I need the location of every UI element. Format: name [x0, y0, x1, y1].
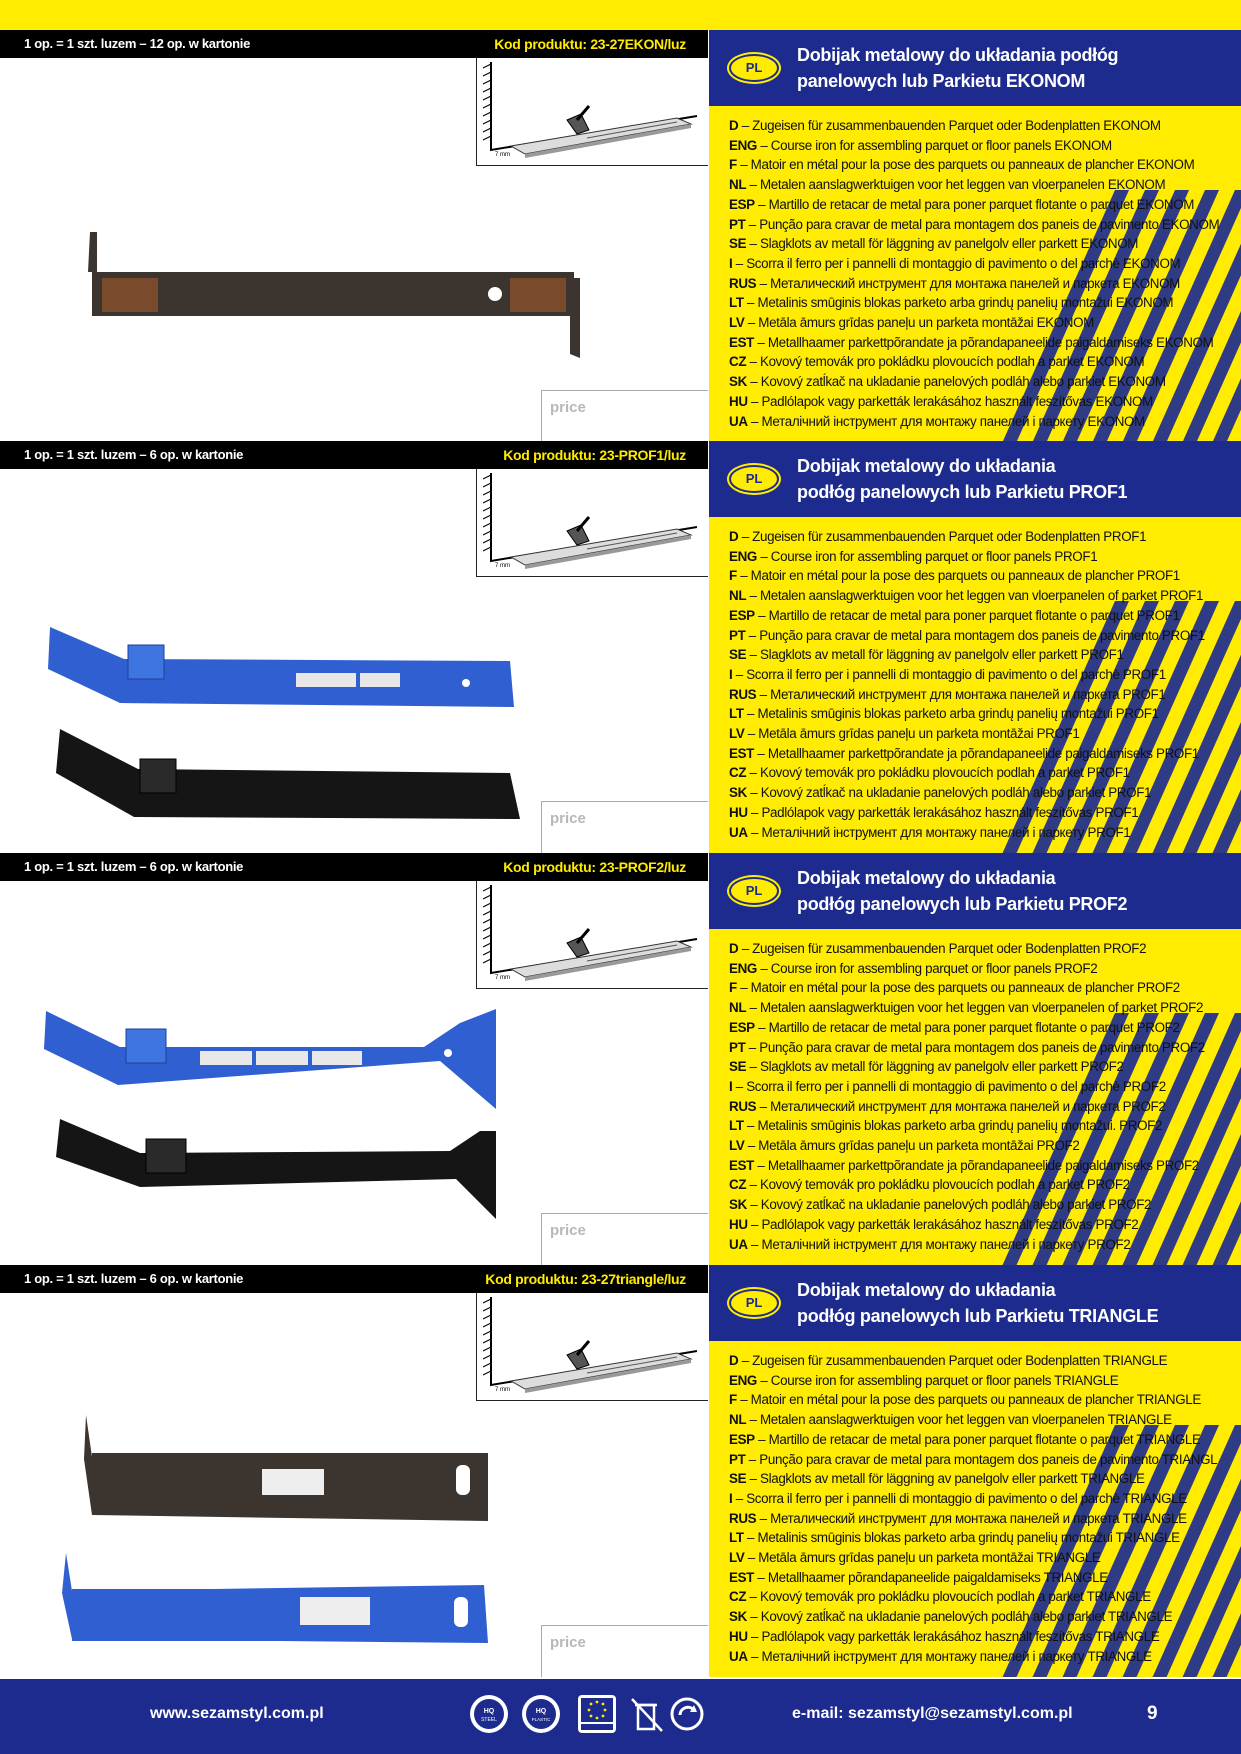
language-entry — [729, 333, 1239, 353]
language-description: – Scorra il ferro per i pannelli di montaggio di pavimento o del parchè PROF1 — [732, 666, 1166, 682]
language-entry — [729, 274, 1239, 294]
language-description: – Kovový temovák pro pokládku plovoucích podlah a parket PROF2 — [746, 1177, 1130, 1193]
language-description: – Zugeisen für zusammenbauenden Parquet oder Bodenplatten TRIANGLE — [738, 1353, 1168, 1368]
language-entry — [729, 313, 1239, 333]
language-description: – Metallhaamer parkettpõrandate ja põrandapaneelide paigaldamiseks PROF2 — [754, 1157, 1199, 1173]
language-entry — [729, 136, 1239, 156]
language-description: – Slagklots av metall för läggning av panelgolv eller parkett EKONOM — [746, 236, 1139, 252]
language-description: – Kovový zatĺkač na ukladanie panelových podláh alebo parkiet PROF2 — [746, 1197, 1152, 1213]
product-title-line: Dobijak metalowy do układania podłóg — [797, 45, 1119, 65]
product-photo-area — [0, 1293, 708, 1677]
language-code: F — [729, 568, 737, 584]
language-code: UA — [729, 1236, 748, 1252]
language-description: – Scorra il ferro per i pannelli di montaggio di pavimento o del parchè TRIANGLE — [732, 1490, 1187, 1506]
language-description: – Matoir en métal pour la pose des parquets ou panneaux de plancher EKONOM — [736, 157, 1195, 173]
language-entry — [729, 1156, 1239, 1176]
language-entry — [729, 372, 1239, 392]
language-entry — [729, 1215, 1239, 1235]
language-description: – Metalen aanslagwerktuigen voor het leggen van vloerpanelen of parket PROF2 — [746, 1000, 1204, 1016]
language-code: NL — [729, 177, 747, 193]
installation-diagram — [477, 881, 709, 989]
language-code: CZ — [729, 765, 747, 781]
language-description: – Scorra il ferro per i pannelli di montaggio di pavimento o del parchè PROF2 — [732, 1078, 1166, 1094]
black-tool — [56, 1119, 496, 1219]
language-code: ESP — [729, 607, 755, 623]
language-entry — [729, 1235, 1239, 1255]
language-code: I — [729, 666, 733, 682]
language-description: – Course iron for assembling parquet or floor panels EKONOM — [756, 137, 1112, 153]
product-title — [797, 1277, 1227, 1329]
language-description: – Metāla āmurs grīdas paneļu un parketa montāžai PROF1 — [744, 726, 1080, 742]
language-entry — [729, 998, 1239, 1018]
felt-pad — [510, 278, 566, 312]
language-code: ENG — [729, 960, 757, 976]
language-entry — [729, 606, 1239, 626]
language-description: – Punção para cravar de metal para montagem dos paneis de pavimento PROF1 — [745, 627, 1205, 643]
product-section — [0, 441, 1241, 853]
language-description: – Matoir en métal pour la pose des parquets ou panneaux de plancher TRIANGLE — [736, 1392, 1201, 1408]
product-description-panel — [709, 1265, 1241, 1677]
product-title — [797, 865, 1227, 917]
language-entry — [729, 1469, 1239, 1489]
language-entry — [729, 293, 1239, 313]
packaging-info: 1 op. = 1 szt. luzem – 6 op. w kartonie — [24, 859, 244, 874]
language-description: – Metalinis smūginis blokas parketo arba grindų panelių montažui. PROF2 — [743, 1118, 1163, 1134]
language-entry — [729, 1647, 1239, 1667]
language-description: – Course iron for assembling parquet or floor panels PROF1 — [756, 548, 1098, 564]
packaging-bar — [0, 1265, 708, 1293]
language-code: EST — [729, 745, 754, 761]
language-code: NL — [729, 1000, 747, 1016]
language-code: LT — [729, 295, 744, 311]
language-entry — [729, 1548, 1239, 1568]
svg-text:PLASTIC: PLASTIC — [531, 1717, 551, 1722]
language-code: RUS — [729, 1098, 757, 1114]
product-photo-area — [0, 58, 708, 442]
language-description: – Zugeisen für zusammenbauenden Parquet oder Bodenplatten EKONOM — [738, 118, 1161, 133]
language-entry — [729, 724, 1239, 744]
product-visual-panel — [0, 441, 708, 853]
language-description: – Punção para cravar de metal para montagem dos paneis de pavimento EKONOM — [745, 216, 1220, 232]
language-entry — [729, 155, 1239, 175]
language-description: – Slagklots av metall för läggning av panelgolv eller parkett PROF2 — [746, 1059, 1124, 1075]
language-description: – Metāla āmurs grīdas paneļu un parketa montāžai TRIANGLE — [744, 1550, 1101, 1566]
product-visual-panel — [0, 853, 708, 1265]
translations-list — [729, 527, 1239, 842]
language-description: – Metalinis smūginis blokas parketo arba grindų panelių montažui EKONOM — [743, 295, 1174, 311]
language-code: ESP — [729, 1431, 755, 1447]
language-description: – Martillo de retacar de metal para poner parquet flotante o parquet PROF2 — [754, 1019, 1180, 1035]
language-code: HU — [729, 804, 748, 820]
language-entry — [729, 803, 1239, 823]
language-description: – Course iron for assembling parquet or floor panels TRIANGLE — [756, 1372, 1119, 1388]
language-entry — [729, 254, 1239, 274]
language-description: – Course iron for assembling parquet or floor panels PROF2 — [756, 960, 1098, 976]
language-code: RUS — [729, 1510, 757, 1526]
product-code: Kod produktu: 23-27triangle/luz — [485, 1271, 686, 1287]
language-code: D — [729, 1353, 739, 1368]
installation-diagram — [477, 1293, 709, 1401]
language-code: ENG — [729, 548, 757, 564]
language-entry — [729, 1509, 1239, 1529]
svg-text:7 mm: 7 mm — [495, 975, 510, 981]
language-code: I — [729, 1490, 733, 1506]
product-title — [797, 42, 1227, 94]
language-entry — [729, 665, 1239, 685]
language-entry — [729, 392, 1239, 412]
language-entry — [729, 1390, 1239, 1410]
language-description: – Metāla āmurs grīdas paneļu un parketa montāžai PROF2 — [744, 1138, 1080, 1154]
language-code: NL — [729, 588, 747, 604]
language-entry — [729, 1568, 1239, 1588]
language-description: – Scorra il ferro per i pannelli di montaggio di pavimento o del parchè EKONOM — [732, 255, 1181, 271]
language-code: I — [729, 1078, 733, 1094]
language-description: – Metallhaamer põrandapaneelide paigaldamiseks TRIANGLE — [754, 1569, 1108, 1585]
product-title-line: podłóg panelowych lub Parkietu PROF1 — [797, 482, 1128, 502]
high-quality-plastic-icon — [520, 1693, 562, 1735]
product-description-panel — [709, 30, 1241, 442]
language-code: ESP — [729, 196, 755, 212]
language-code: SK — [729, 1609, 747, 1625]
product-title-line: Dobijak metalowy do układania — [797, 456, 1056, 476]
language-entry — [729, 566, 1239, 586]
translations-list — [729, 1351, 1239, 1666]
language-entry — [729, 195, 1239, 215]
language-description: – Slagklots av metall för läggning av panelgolv eller parkett PROF1 — [746, 647, 1124, 663]
language-entry — [729, 1057, 1239, 1077]
installation-diagram — [477, 469, 709, 577]
language-entry — [729, 1195, 1239, 1215]
language-badge-pl: PL — [729, 54, 779, 82]
language-entry — [729, 412, 1239, 432]
language-code: SE — [729, 1059, 747, 1075]
product-photo-area — [0, 469, 708, 853]
price-label: price — [550, 810, 586, 827]
product-code: Kod produktu: 23-27EKON/luz — [494, 36, 686, 52]
language-code: PT — [729, 1039, 746, 1055]
language-code: CZ — [729, 354, 747, 370]
language-code: CZ — [729, 1589, 747, 1605]
language-code: PT — [729, 1451, 746, 1467]
page-number: 9 — [1147, 1703, 1158, 1724]
language-entry — [729, 352, 1239, 372]
price-box — [541, 1625, 708, 1677]
language-description: – Металический инструмент для монтажа панелей и паркета TRIANGLE — [756, 1510, 1187, 1526]
language-code: ESP — [729, 1019, 755, 1035]
product-title-line: Dobijak metalowy do układania — [797, 868, 1056, 888]
language-entry — [729, 1627, 1239, 1647]
language-description: – Matoir en métal pour la pose des parquets ou panneaux de plancher PROF2 — [736, 980, 1180, 996]
product-title-bar — [709, 30, 1241, 106]
language-description: – Padlólapok vagy parketták lerakásához használt feszítővas EKONOM — [747, 393, 1153, 409]
language-description: – Metallhaamer parkettpõrandate ja põrandapaneelide paigaldamiseks PROF1 — [754, 745, 1199, 761]
language-code: EST — [729, 334, 754, 350]
language-entry — [729, 1607, 1239, 1627]
language-code: HU — [729, 1216, 748, 1232]
language-entry — [729, 978, 1239, 998]
language-entry — [729, 1097, 1239, 1117]
product-title-line: podłóg panelowych lub Parkietu TRIANGLE — [797, 1306, 1159, 1326]
black-tool — [56, 729, 520, 819]
language-code: F — [729, 157, 737, 173]
language-description: – Металічний інструмент для монтажу панелей і паркету PROF2 — [747, 1236, 1131, 1252]
language-entry — [729, 1450, 1239, 1470]
language-code: SE — [729, 236, 747, 252]
product-visual-panel — [0, 1265, 708, 1677]
language-description: – Matoir en métal pour la pose des parquets ou panneaux de plancher PROF1 — [736, 568, 1180, 584]
language-code: ENG — [729, 137, 757, 153]
language-entry — [729, 1018, 1239, 1038]
language-description: – Металический инструмент для монтажа панелей и паркета PROF1 — [756, 686, 1166, 702]
language-description: – Martillo de retacar de metal para poner parquet flotante o parquet TRIANGLE — [754, 1431, 1201, 1447]
language-description: – Kovový zatĺkač na ukladanie panelových podláh alebo parkiet PROF1 — [746, 785, 1152, 801]
packaging-bar — [0, 853, 708, 881]
language-entry — [729, 763, 1239, 783]
language-description: – Metalen aanslagwerktuigen voor het leggen van vloerpanelen of parket PROF1 — [746, 588, 1204, 604]
language-code: CZ — [729, 1177, 747, 1193]
product-title-line: Dobijak metalowy do układania — [797, 1280, 1056, 1300]
language-code: LV — [729, 315, 745, 331]
language-code: LV — [729, 726, 745, 742]
price-box — [541, 1213, 708, 1265]
footer-email[interactable]: e-mail: sezamstyl@sezamstyl.com.pl — [792, 1705, 1073, 1722]
language-description: – Металічний інструмент для монтажу панелей і паркету EKONOM — [747, 413, 1145, 429]
price-label: price — [550, 1222, 586, 1239]
felt-pad — [102, 278, 158, 312]
packaging-bar — [0, 30, 708, 58]
language-code: NL — [729, 1412, 747, 1428]
language-description: – Slagklots av metall för läggning av panelgolv eller parkett TRIANGLE — [746, 1471, 1145, 1487]
language-code: LV — [729, 1550, 745, 1566]
language-description: – Kovový temovák pro pokládku plovoucích podlah a parket TRIANGLE — [746, 1589, 1151, 1605]
language-code: F — [729, 980, 737, 996]
language-code: LT — [729, 1530, 744, 1546]
language-code: PT — [729, 627, 746, 643]
footer-website[interactable]: www.sezamstyl.com.pl — [150, 1705, 324, 1722]
language-entry — [729, 959, 1239, 979]
language-code: SK — [729, 1197, 747, 1213]
language-description: – Metalinis smūginis blokas parketo arba grindų panelių montažui PROF1 — [743, 706, 1159, 722]
language-code: I — [729, 255, 733, 271]
packaging-info: 1 op. = 1 szt. luzem – 6 op. w kartonie — [24, 447, 244, 462]
language-code: D — [729, 941, 739, 956]
price-box — [541, 390, 708, 442]
price-label: price — [550, 1634, 586, 1651]
language-description: – Metallhaamer parkettpõrandate ja põrandapaneelide paigaldamiseks EKONOM — [754, 334, 1214, 350]
language-entry — [729, 586, 1239, 606]
language-code: PT — [729, 216, 746, 232]
language-entry — [729, 704, 1239, 724]
language-description: – Kovový zatĺkač na ukladanie panelových podláh alebo parkiet EKONOM — [746, 374, 1166, 390]
product-description-panel — [709, 441, 1241, 853]
language-entry — [729, 175, 1239, 195]
language-entry — [729, 783, 1239, 803]
language-code: LT — [729, 706, 744, 722]
diagram-box — [476, 1293, 708, 1401]
language-code: SE — [729, 647, 747, 663]
language-description: – Kovový zatĺkač na ukladanie panelových podláh alebo parkiet TRIANGLE — [746, 1609, 1173, 1625]
language-code: EST — [729, 1569, 754, 1585]
price-label: price — [550, 399, 586, 416]
packaging-bar — [0, 441, 708, 469]
language-entry — [729, 116, 1239, 136]
language-code: EST — [729, 1157, 754, 1173]
language-description: – Metalen aanslagwerktuigen voor het leggen van vloerpanelen TRIANGLE — [746, 1412, 1172, 1428]
product-description-panel — [709, 853, 1241, 1265]
language-description: – Martillo de retacar de metal para poner parquet flotante o parquet PROF1 — [754, 607, 1180, 623]
language-entry — [729, 1136, 1239, 1156]
language-entry — [729, 1371, 1239, 1391]
language-code: SE — [729, 1471, 747, 1487]
footer — [0, 1679, 1241, 1754]
language-code: UA — [729, 413, 748, 429]
language-entry — [729, 645, 1239, 665]
language-code: HU — [729, 1628, 748, 1644]
language-code: ENG — [729, 1372, 757, 1388]
diagram-box — [476, 58, 708, 166]
made-in-eu-icon — [576, 1693, 618, 1735]
language-entry — [729, 1430, 1239, 1450]
packaging-info: 1 op. = 1 szt. luzem – 6 op. w kartonie — [24, 1271, 244, 1286]
language-entry — [729, 1175, 1239, 1195]
product-section — [0, 30, 1241, 442]
language-description: – Metāla āmurs grīdas paneļu un parketa montāžai EKONOM — [744, 315, 1094, 331]
svg-text:7 mm: 7 mm — [495, 563, 510, 569]
language-entry — [729, 823, 1239, 843]
product-title — [797, 453, 1227, 505]
language-badge-pl: PL — [729, 1289, 779, 1317]
language-description: – Padlólapok vagy parketták lerakásához használt feszítővas PROF2 — [747, 1216, 1139, 1232]
language-code: D — [729, 118, 739, 133]
language-entry — [729, 1528, 1239, 1548]
language-code: SK — [729, 374, 747, 390]
svg-text:STEEL: STEEL — [481, 1717, 497, 1723]
language-description: – Металический инструмент для монтажа панелей и паркета EKONOM — [756, 275, 1180, 291]
language-code: D — [729, 529, 739, 544]
language-code: LV — [729, 1138, 745, 1154]
language-description: – Metalinis smūginis blokas parketo arba grindų panelių montažui TRIANGLE — [743, 1530, 1180, 1546]
language-entry — [729, 547, 1239, 567]
language-entry — [729, 527, 1239, 547]
recycle-point-icon — [666, 1693, 708, 1735]
product-title-line: panelowych lub Parkietu EKONOM — [797, 71, 1086, 91]
language-description: – Металічний інструмент для монтажу панелей і паркету TRIANGLE — [747, 1648, 1152, 1664]
product-visual-panel — [0, 30, 708, 442]
language-entry — [729, 1587, 1239, 1607]
high-quality-steel-icon — [468, 1693, 510, 1735]
product-photo-area — [0, 881, 708, 1265]
language-description: – Zugeisen für zusammenbauenden Parquet oder Bodenplatten PROF2 — [738, 941, 1147, 956]
top-yellow-band — [0, 0, 1241, 30]
blue-tool — [48, 627, 514, 707]
packaging-info: 1 op. = 1 szt. luzem – 12 op. w kartonie — [24, 36, 251, 51]
language-entry — [729, 626, 1239, 646]
translations-list — [729, 939, 1239, 1254]
language-code: SK — [729, 785, 747, 801]
language-code: RUS — [729, 686, 757, 702]
language-description: – Zugeisen für zusammenbauenden Parquet oder Bodenplatten PROF1 — [738, 529, 1147, 544]
language-entry — [729, 744, 1239, 764]
language-badge-pl: PL — [729, 465, 779, 493]
recycling-bin-icon — [626, 1693, 668, 1735]
language-entry — [729, 1489, 1239, 1509]
language-entry — [729, 1116, 1239, 1136]
language-code: LT — [729, 1118, 744, 1134]
language-entry — [729, 939, 1239, 959]
product-code: Kod produktu: 23-PROF2/luz — [503, 859, 686, 875]
language-entry — [729, 234, 1239, 254]
svg-text:7 mm: 7 mm — [495, 152, 510, 158]
language-description: – Punção para cravar de metal para montagem dos paneis de pavimento PROF2 — [745, 1039, 1205, 1055]
installation-diagram — [477, 58, 709, 166]
svg-text:HQ: HQ — [535, 1708, 547, 1715]
diagram-box — [476, 881, 708, 989]
product-title-bar — [709, 853, 1241, 929]
language-description: – Metalen aanslagwerktuigen voor het leggen van vloerpanelen EKONOM — [746, 177, 1166, 193]
language-code: UA — [729, 824, 748, 840]
language-description: – Punção para cravar de metal para montagem dos paneis de pavimento TRIANGL — [745, 1451, 1218, 1467]
language-code: HU — [729, 393, 748, 409]
language-description: – Martillo de retacar de metal para poner parquet flotante o parquet EKONOM — [754, 196, 1195, 212]
language-description: – Kovový temovák pro pokládku plovoucích podlah a parket EKONOM — [746, 354, 1145, 370]
product-code: Kod produktu: 23-PROF1/luz — [503, 447, 686, 463]
language-entry — [729, 1410, 1239, 1430]
language-description: – Padlólapok vagy parketták lerakásához használt feszítővas PROF1 — [747, 804, 1139, 820]
language-description: – Металічний інструмент для монтажу панелей і паркету PROF1 — [747, 824, 1131, 840]
product-title-bar — [709, 1265, 1241, 1341]
language-entry — [729, 1077, 1239, 1097]
language-description: – Kovový temovák pro pokládku plovoucích podlah a parket PROF1 — [746, 765, 1130, 781]
product-section — [0, 1265, 1241, 1677]
language-entry — [729, 685, 1239, 705]
svg-text:7 mm: 7 mm — [495, 1387, 510, 1393]
language-code: RUS — [729, 275, 757, 291]
language-description: – Металический инструмент для монтажа панелей и паркета PROF2 — [756, 1098, 1166, 1114]
language-entry — [729, 1351, 1239, 1371]
price-box — [541, 801, 708, 853]
product-section — [0, 853, 1241, 1265]
translations-list — [729, 116, 1239, 431]
language-entry — [729, 1038, 1239, 1058]
language-code: F — [729, 1392, 737, 1408]
product-title-bar — [709, 441, 1241, 517]
language-code: UA — [729, 1648, 748, 1664]
product-title-line: podłóg panelowych lub Parkietu PROF2 — [797, 894, 1128, 914]
language-description: – Padlólapok vagy parketták lerakásához használt feszítővas TRIANGLE — [747, 1628, 1160, 1644]
svg-text:HQ: HQ — [483, 1708, 495, 1715]
language-entry — [729, 215, 1239, 235]
language-badge-pl: PL — [729, 877, 779, 905]
diagram-box — [476, 469, 708, 577]
